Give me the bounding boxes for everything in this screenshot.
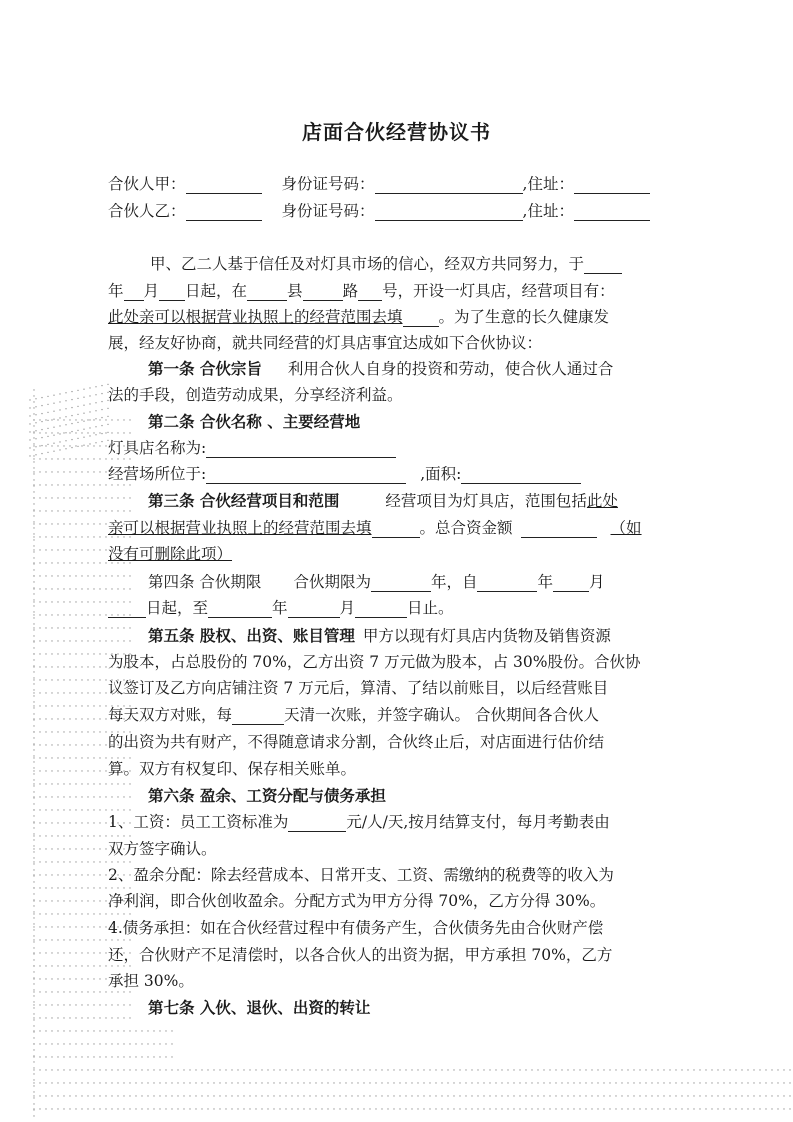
party-b-row [108, 201, 650, 221]
article-6-line-5: 4.债务承担：如在合伙经营过程中有债务产生，合伙债务先由合伙财产偿 [108, 919, 604, 937]
article-2-heading: 第二条 合伙名称 、主要经营地 [148, 412, 361, 431]
article-1-text-1: 利用合伙人自身的投资和劳动，使合伙人通过合 [287, 360, 614, 378]
article-7-heading: 第七条 入伙、退伙、出资的转让 [148, 998, 371, 1017]
article-3-capital-label: 。总合资金额 [419, 519, 513, 537]
article-6-line-4: 净利润，即合伙创收盈余。分配方式为甲方分得 70%，乙方分得 30%。 [108, 892, 606, 910]
intro-line-1 [150, 254, 622, 274]
article-4-end-year-blank[interactable] [208, 600, 272, 618]
store-place-label: 经营场所位于: [108, 465, 207, 483]
article-4-until-label: 日起，至 [146, 599, 209, 617]
article-3-line-3 [108, 544, 232, 564]
article-6-wage-blank[interactable] [288, 814, 346, 832]
article-3-text-1: 经营项目为灯具店，范围包括 [385, 492, 587, 510]
store-place-blank[interactable] [206, 466, 406, 484]
article-4-start-month-blank[interactable] [553, 574, 589, 592]
intro-line-2 [108, 281, 615, 301]
party-b-id-blank[interactable] [375, 203, 523, 221]
intro-month-label: 月 [143, 282, 160, 300]
article-6-line-6: 还，合伙财产不足清偿时，以各合伙人的出资为据，甲方承担 70%，乙方 [108, 946, 613, 964]
article-5-line-3: 议签订及乙方向店铺注资 7 万元后，算清、了结以前账目，以后经营账目 [108, 679, 609, 697]
article-2-place-row [108, 464, 581, 484]
article-4-term-label: 合伙期限为 [293, 573, 371, 591]
party-b-id-label: 身份证号码： [281, 202, 375, 220]
article-1-heading: 第一条 合伙宗旨 [148, 359, 262, 378]
party-a-row [108, 174, 650, 194]
article-4-term-blank[interactable] [371, 574, 431, 592]
party-a-id-blank[interactable] [375, 176, 523, 194]
article-1-line-1 [148, 359, 613, 379]
intro-month-blank[interactable] [124, 283, 144, 301]
intro-day-blank[interactable] [159, 283, 185, 301]
article-4-line-1 [148, 572, 605, 592]
article-5-line-1 [148, 626, 611, 646]
article-3-heading: 第三条 合伙经营项目和范围 [148, 491, 340, 510]
store-area-label: ,面积: [420, 465, 462, 483]
party-b-name-blank[interactable] [186, 203, 262, 221]
article-3-line-2 [108, 518, 642, 538]
party-a-label: 合伙人甲： [108, 175, 186, 193]
party-a-addr-blank[interactable] [574, 176, 650, 194]
intro-text-1: 甲、乙二人基于信任及对灯具市场的信心，经双方共同努力，于 [150, 255, 585, 273]
article-4-heading: 第四条 合伙期限 [148, 573, 262, 591]
intro-day-label: 日起，在 [185, 282, 248, 300]
party-a-id-label: 身份证号码： [281, 175, 375, 193]
party-b-addr-blank[interactable] [574, 203, 650, 221]
article-5-text-4b: 天清一次账，并签字确认。 合伙期间各合伙人 [284, 706, 599, 724]
article-6-line-1 [108, 812, 610, 832]
article-2-name-row [108, 438, 396, 458]
article-5-heading: 第五条 股权、出资、账目管理 [148, 626, 355, 645]
article-4-end-year-label: 年 [272, 599, 288, 617]
article-4-start-year-label: 年 [537, 573, 553, 591]
article-1-line-2: 法的手段，创造劳动成果，分享经济利益。 [108, 386, 403, 404]
article-5-line-2: 为股本，占总股份的 70%，乙方出资 7 万元做为股本，占 30%股份。合伙协 [108, 653, 641, 671]
intro-scope-hint[interactable]: 此处亲可以根据营业执照上的经营范围去填 [108, 308, 403, 326]
article-5-text-1: 甲方以现有灯具店内货物及销售资源 [362, 627, 611, 645]
intro-road-blank[interactable] [303, 283, 343, 301]
intro-year-blank[interactable] [584, 256, 622, 274]
intro-scope-blank[interactable] [403, 309, 439, 327]
intro-road-label: 路 [342, 282, 359, 300]
store-name-label: 灯具店名称为: [108, 439, 207, 457]
party-b-addr-label: ,住址： [522, 202, 574, 220]
article-3-scope-hint-1[interactable]: 此处 [586, 492, 618, 510]
article-4-end-day-blank[interactable] [355, 600, 407, 618]
intro-line-4: 展，经友好协商，就共同经营的灯具店事宜达成如下合伙协议： [108, 334, 543, 352]
article-6-heading: 第六条 盈余、工资分配与债务承担 [148, 786, 386, 805]
intro-text-3: 。为了生意的长久健康发 [438, 308, 610, 326]
article-6-line-3: 2、盈余分配：除去经营成本、日常开支、工资、需缴纳的税费等的收入为 [108, 866, 614, 884]
store-area-blank[interactable] [461, 466, 581, 484]
article-3-line-1 [148, 491, 618, 511]
intro-county-label: 县 [287, 282, 303, 300]
article-4-end-month-blank[interactable] [288, 600, 340, 618]
article-4-start-year-blank[interactable] [477, 574, 537, 592]
article-3-scope-blank[interactable] [372, 520, 420, 538]
article-4-start-day-blank[interactable] [108, 600, 146, 618]
article-4-end-month-label: 月 [339, 599, 356, 617]
article-5-text-4a: 每天双方对账，每 [108, 706, 233, 724]
article-6-wage-label: 1、工资：员工工资标准为 [108, 813, 289, 831]
intro-county-blank[interactable] [247, 283, 287, 301]
article-5-line-6: 算。双方有权复印、保存相关账单。 [108, 760, 357, 778]
article-4-end-day-label: 日止。 [407, 599, 454, 617]
article-3-optional-hint-1: （如 [610, 519, 642, 537]
article-6-wage-text: 元/人/天,按月结算支付，每月考勤表由 [346, 813, 610, 831]
intro-line-3 [108, 307, 609, 327]
article-3-scope-hint-2[interactable]: 亲可以根据营业执照上的经营范围去填 [108, 519, 372, 537]
article-5-line-4 [108, 705, 599, 725]
store-name-blank[interactable] [206, 440, 396, 458]
article-5-days-blank[interactable] [232, 707, 284, 725]
article-4-start-month-label: 月 [588, 573, 605, 591]
intro-year-label: 年 [108, 282, 124, 300]
article-4-from-label: 年，自 [430, 573, 478, 591]
article-3-capital-blank[interactable] [521, 520, 597, 538]
party-a-addr-label: ,住址： [522, 175, 574, 193]
article-6-line-7: 承担 30%。 [108, 972, 194, 990]
intro-number-blank[interactable] [358, 283, 382, 301]
article-3-optional-hint-2: 没有可删除此项） [108, 545, 233, 563]
party-a-name-blank[interactable] [186, 176, 262, 194]
party-b-label: 合伙人乙： [108, 202, 186, 220]
article-5-line-5: 的出资为共有财产，不得随意请求分割，合伙终止后，对店面进行估价结 [108, 733, 605, 751]
article-6-line-2: 双方签字确认。 [108, 840, 217, 858]
intro-number-label: 号，开设一灯具店，经营项目有： [382, 282, 615, 300]
page-title: 店面合伙经营协议书 [302, 120, 491, 144]
article-4-line-2 [108, 598, 454, 618]
